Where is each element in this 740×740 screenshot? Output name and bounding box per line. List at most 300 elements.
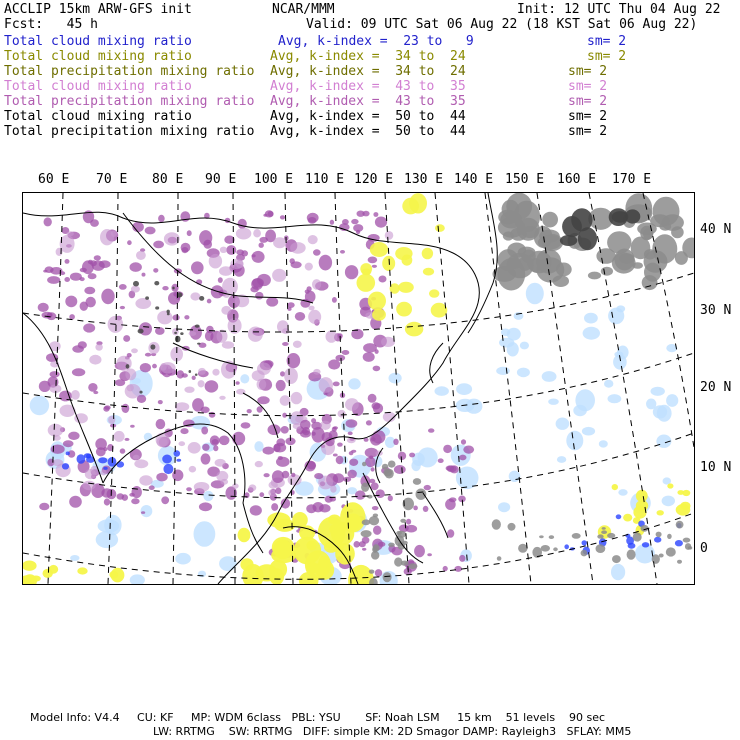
cloud-blob (349, 459, 358, 466)
cloud-blob (253, 229, 261, 237)
cloud-blob (423, 268, 434, 276)
legend-range: Avg, k-index = 50 to 44 (270, 109, 466, 124)
cloud-blob (336, 456, 344, 464)
cloud-blob (247, 409, 252, 413)
cloud-blob (357, 274, 376, 292)
cloud-blob (618, 489, 627, 496)
cloud-blob (422, 248, 433, 260)
cloud-blob (583, 327, 600, 340)
cloud-blob (198, 380, 205, 387)
cloud-blob (575, 389, 595, 411)
cloud-blob (424, 485, 431, 490)
cloud-blob (232, 483, 239, 488)
cloud-blob (174, 450, 181, 456)
legend-range: Avg, k-index = 50 to 44 (270, 124, 466, 139)
cloud-blob (192, 398, 204, 412)
cloud-blob (157, 311, 172, 325)
cloud-blob (84, 287, 95, 294)
cloud-blob (263, 447, 275, 455)
cloud-blob (199, 502, 212, 511)
cloud-blob (508, 523, 516, 531)
cloud-blob (180, 428, 188, 434)
cloud-blob (413, 506, 418, 511)
cloud-blob (198, 368, 206, 375)
cloud-blob (375, 569, 382, 577)
cloud-blob (557, 456, 566, 463)
cloud-blob (326, 330, 338, 342)
cloud-blob (542, 212, 558, 228)
cloud-blob (584, 313, 598, 324)
cloud-blob (127, 240, 132, 245)
cloud-blob (172, 287, 174, 290)
legend-range: Avg, k-index = 43 to 35 (270, 79, 466, 94)
cloud-blob (633, 532, 642, 541)
legend-field: Total precipitation mixing ratio (4, 64, 255, 79)
cloud-blob (156, 419, 166, 429)
cloud-blob (366, 420, 372, 425)
cloud-blob (255, 292, 263, 300)
cloud-blob (526, 283, 544, 305)
cloud-blob (131, 286, 140, 293)
cloud-blob (164, 232, 180, 245)
cloud-blob (189, 466, 196, 473)
cloud-blob (95, 344, 102, 351)
cloud-blob (654, 537, 661, 543)
cloud-blob (201, 453, 211, 464)
cloud-blob (306, 541, 316, 551)
cloud-blob (218, 277, 223, 283)
cloud-blob (114, 431, 125, 442)
cloud-blob (207, 299, 212, 304)
cloud-blob (38, 303, 49, 312)
cloud-blob (518, 247, 536, 258)
cloud-blob (572, 533, 581, 539)
forecast-map (22, 192, 695, 585)
cloud-blob (382, 256, 395, 271)
cloud-blob (219, 396, 225, 400)
cloud-blob (503, 231, 514, 240)
cloud-blob (459, 555, 465, 562)
cloud-blob (675, 540, 683, 546)
cloud-blob (78, 341, 87, 349)
cloud-blob (348, 470, 357, 479)
cloud-blob (662, 496, 675, 507)
cloud-blob (273, 539, 292, 559)
lon-label: 150 E (505, 172, 545, 187)
cloud-blob (345, 398, 359, 411)
cloud-blob (127, 384, 134, 391)
cloud-blob (212, 369, 219, 376)
cloud-blob (657, 405, 672, 422)
cloud-blob (627, 549, 636, 559)
cloud-blob (294, 537, 322, 565)
cloud-blob (189, 331, 197, 336)
lat-label: 10 N (700, 460, 732, 475)
cloud-blob (318, 517, 346, 549)
cloud-blob (173, 315, 180, 321)
cloud-blob (608, 394, 622, 403)
cloud-blob (240, 558, 253, 571)
cloud-blob (372, 402, 381, 409)
cloud-blob (175, 402, 189, 411)
lon-label: 170 E (612, 172, 652, 187)
cloud-blob (219, 436, 230, 446)
cloud-fields (23, 193, 694, 584)
cloud-blob (191, 261, 204, 274)
cloud-blob (141, 505, 153, 517)
cloud-blob (129, 493, 135, 497)
cloud-blob (306, 504, 316, 513)
cloud-blob (363, 343, 377, 353)
cloud-blob (206, 326, 214, 333)
cloud-blob (398, 282, 414, 293)
cloud-blob (62, 463, 69, 469)
cloud-blob (69, 314, 75, 320)
cloud-blob (117, 493, 125, 499)
cloud-blob (372, 309, 386, 321)
cloud-blob (254, 441, 263, 452)
cloud-blob (564, 544, 569, 549)
cloud-blob (389, 373, 402, 384)
cloud-blob (454, 566, 462, 572)
cloud-blob (413, 478, 421, 485)
legend-smoothing: sm= 2 (568, 64, 608, 79)
cloud-blob (48, 424, 63, 437)
cloud-blob (295, 312, 305, 321)
cloud-blob (373, 526, 381, 535)
cloud-blob (203, 491, 213, 501)
cloud-blob (388, 495, 393, 501)
cloud-blob (402, 255, 413, 266)
cloud-blob (307, 213, 319, 223)
cloud-blob (167, 310, 170, 314)
cloud-blob (556, 263, 572, 277)
cloud-blob (139, 475, 152, 485)
cloud-blob (612, 211, 629, 223)
cloud-blob (130, 574, 145, 584)
cloud-blob (373, 544, 380, 552)
cloud-blob (596, 544, 606, 553)
cloud-blob (463, 446, 474, 454)
cloud-blob (88, 383, 97, 392)
lon-label: 80 E (152, 172, 184, 187)
cloud-blob (677, 560, 682, 564)
cloud-blob (549, 535, 554, 539)
cloud-blob (348, 432, 353, 436)
cloud-blob (368, 394, 377, 403)
lon-label: 160 E (557, 172, 597, 187)
cloud-blob (220, 247, 227, 253)
cloud-blob (195, 374, 198, 376)
legend-field: Total cloud mixing ratio (4, 34, 192, 49)
cloud-blob (202, 444, 209, 451)
cloud-blob (308, 310, 321, 324)
lat-label: 30 N (700, 303, 732, 318)
lat-label: 0 (700, 541, 708, 556)
cloud-blob (238, 219, 247, 229)
cloud-blob (252, 278, 264, 288)
cloud-blob (355, 490, 365, 499)
cloud-blob (104, 515, 121, 536)
cloud-blob (109, 571, 118, 579)
cloud-blob (69, 496, 82, 508)
cloud-blob (226, 245, 236, 255)
cloud-blob (88, 273, 97, 279)
cloud-blob (443, 445, 452, 453)
cloud-blob (667, 534, 672, 539)
cloud-blob (249, 484, 257, 491)
cloud-blob (553, 547, 558, 551)
cloud-blob (86, 297, 96, 308)
cloud-blob (346, 419, 358, 428)
cloud-blob (651, 387, 665, 396)
init-time: Init: 12 UTC Thu 04 Aug 22 (517, 2, 721, 17)
cloud-blob (667, 483, 673, 488)
cloud-blob (459, 455, 466, 461)
cloud-blob (238, 528, 251, 542)
cloud-blob (188, 442, 201, 454)
cloud-blob (368, 257, 378, 264)
cloud-blob (578, 227, 597, 250)
cloud-blob (222, 341, 234, 349)
cloud-blob (120, 448, 126, 453)
cloud-blob (209, 254, 222, 269)
cloud-blob (388, 461, 396, 468)
cloud-blob (371, 437, 376, 441)
cloud-blob (405, 322, 423, 337)
cloud-blob (683, 538, 691, 543)
cloud-blob (405, 525, 417, 533)
cloud-blob (414, 545, 425, 557)
cloud-blob (319, 556, 331, 568)
cloud-blob (616, 514, 622, 519)
cloud-blob (507, 328, 521, 341)
cloud-blob (351, 450, 356, 453)
cloud-blob (311, 432, 315, 436)
cloud-blob (388, 543, 395, 547)
cloud-blob (236, 260, 244, 268)
cloud-blob (190, 292, 200, 300)
cloud-blob (64, 277, 70, 282)
legend-smoothing: sm= 2 (587, 34, 627, 49)
cloud-blob (308, 235, 318, 244)
cloud-blob (308, 306, 314, 311)
cloud-blob (162, 455, 172, 464)
legend-smoothing: sm= 2 (587, 49, 627, 64)
cloud-blob (682, 490, 690, 496)
cloud-blob (319, 255, 332, 271)
cloud-blob (66, 452, 70, 456)
cloud-blob (144, 433, 152, 441)
cloud-blob (328, 359, 340, 369)
cloud-blob (642, 275, 658, 290)
cloud-blob (517, 218, 540, 241)
model-info-line2: LW: RRTMG SW: RRTMG DIFF: simple KM: 2D Smagor DAMP: Rayleigh3 SFLAY: MM5 (153, 725, 632, 738)
cloud-blob (45, 266, 54, 273)
cloud-blob (371, 482, 379, 490)
cloud-blob (131, 498, 139, 504)
cloud-blob (65, 259, 70, 264)
cloud-blob (361, 530, 372, 537)
cloud-blob (282, 342, 289, 346)
lon-label: 130 E (404, 172, 444, 187)
cloud-blob (175, 553, 191, 565)
cloud-blob (337, 443, 343, 447)
cloud-blob (401, 561, 409, 566)
cloud-blob (666, 547, 676, 556)
cloud-blob (379, 276, 387, 283)
cloud-blob (393, 439, 398, 445)
legend-range: Avg, k-index = 34 to 24 (270, 64, 466, 79)
cloud-blob (88, 260, 93, 264)
cloud-blob (306, 562, 319, 573)
cloud-blob (612, 555, 621, 563)
cloud-blob (140, 363, 151, 372)
cloud-blob (320, 421, 331, 430)
cloud-blob (145, 353, 151, 357)
cloud-blob (145, 227, 156, 235)
cloud-blob (461, 439, 466, 444)
cloud-blob (257, 396, 269, 404)
cloud-blob (120, 306, 125, 309)
cloud-blob (119, 284, 127, 290)
lon-label: 110 E (305, 172, 345, 187)
legend-field: Total cloud mixing ratio (4, 109, 192, 124)
cloud-blob (492, 519, 501, 530)
cloud-blob (139, 391, 142, 394)
cloud-blob (447, 529, 454, 538)
cloud-blob (158, 215, 165, 222)
model-info-line1: Model Info: V4.4 CU: KF MP: WDM 6class PBL: YSU SF: Noah LSM 15 km 51 levels 90 sec (30, 711, 606, 724)
cloud-blob (345, 265, 358, 279)
cloud-blob (222, 278, 238, 296)
cloud-blob (213, 445, 218, 451)
cloud-blob (125, 369, 136, 381)
cloud-blob (313, 249, 321, 255)
cloud-blob (130, 425, 135, 428)
cloud-blob (195, 325, 200, 328)
cloud-blob (348, 378, 360, 389)
cloud-blob (194, 521, 216, 547)
cloud-blob (385, 469, 394, 479)
cloud-blob (372, 506, 379, 510)
cloud-blob (363, 352, 375, 362)
cloud-blob (332, 427, 337, 432)
cloud-blob (365, 457, 376, 467)
legend-smoothing: sm= 2 (568, 109, 608, 124)
cloud-blob (184, 387, 194, 393)
cloud-blob (103, 447, 107, 451)
cloud-blob (77, 567, 87, 574)
cloud-blob (408, 563, 417, 569)
cloud-blob (367, 495, 372, 499)
lon-label: 90 E (205, 172, 237, 187)
cloud-blob (236, 249, 244, 255)
cloud-blob (98, 457, 107, 463)
cloud-blob (219, 556, 237, 571)
cloud-blob (397, 531, 406, 538)
cloud-blob (161, 496, 169, 504)
cloud-blob (371, 467, 375, 471)
cloud-blob (126, 364, 130, 369)
cloud-blob (39, 503, 49, 511)
cloud-blob (221, 306, 231, 315)
cloud-blob (368, 292, 386, 311)
cloud-blob (273, 444, 280, 452)
cloud-blob (539, 535, 544, 538)
cloud-blob (255, 461, 263, 467)
cloud-blob (353, 224, 363, 232)
cloud-blob (416, 489, 427, 500)
cloud-blob (362, 548, 366, 551)
cloud-blob (338, 410, 346, 418)
cloud-blob (71, 390, 80, 400)
cloud-blob (319, 377, 333, 393)
cloud-blob (291, 392, 303, 404)
cloud-blob (141, 511, 145, 514)
cloud-blob (162, 286, 168, 290)
cloud-blob (371, 551, 379, 560)
cloud-blob (189, 370, 192, 373)
cloud-blob (39, 381, 51, 392)
cloud-blob (615, 249, 635, 271)
cloud-blob (82, 481, 95, 491)
cloud-blob (271, 503, 278, 511)
center-label: NCAR/MMM (272, 2, 335, 17)
cloud-blob (125, 438, 130, 441)
cloud-blob (101, 289, 114, 305)
cloud-blob (153, 268, 158, 273)
legend-range: Avg, k-index = 23 to 9 (278, 34, 474, 49)
lon-label: 140 E (454, 172, 494, 187)
cloud-blob (138, 329, 144, 334)
cloud-blob (409, 453, 415, 458)
cloud-blob (305, 290, 310, 294)
legend-range: Avg, k-index = 43 to 35 (270, 94, 466, 109)
cloud-blob (93, 391, 98, 394)
cloud-blob (265, 210, 274, 217)
cloud-blob (642, 542, 649, 547)
cloud-blob (548, 399, 559, 405)
cloud-blob (278, 456, 283, 460)
lon-label: 60 E (38, 172, 70, 187)
cloud-blob (212, 439, 219, 445)
cloud-blob (372, 265, 377, 268)
cloud-blob (671, 226, 684, 238)
cloud-blob (541, 545, 550, 552)
cloud-blob (116, 461, 124, 467)
cloud-blob (280, 215, 285, 219)
cloud-blob (375, 217, 387, 228)
cloud-blob (428, 428, 434, 432)
cloud-blob (373, 212, 378, 217)
cloud-blob (131, 348, 138, 353)
cloud-blob (581, 550, 588, 557)
cloud-blob (86, 454, 91, 459)
cloud-blob (340, 250, 345, 254)
cloud-blob (281, 426, 289, 434)
cloud-blob (83, 323, 95, 332)
cloud-blob (443, 566, 448, 571)
cloud-blob (89, 355, 101, 365)
cloud-blob (398, 452, 406, 460)
lat-label: 40 N (700, 222, 732, 237)
cloud-blob (187, 230, 192, 236)
cloud-blob (111, 231, 117, 237)
cloud-blob (373, 366, 381, 372)
cloud-blob (149, 485, 155, 490)
cloud-blob (252, 254, 256, 257)
